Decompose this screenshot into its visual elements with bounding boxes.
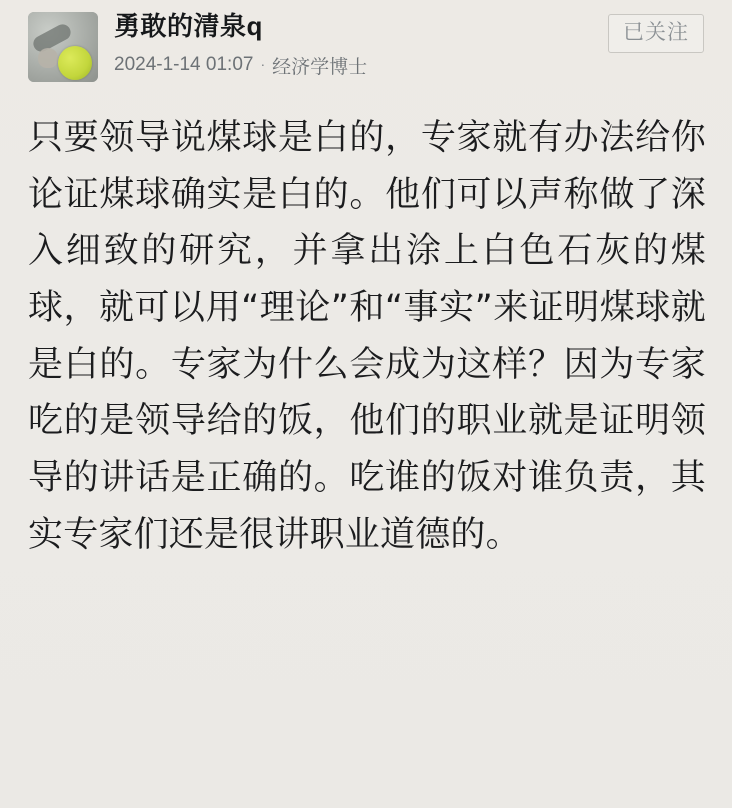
post-header: [28, 10, 706, 94]
post-timestamp: 2024-1-14 01:07: [114, 54, 254, 76]
post-content: 只要领导说煤球是白的，专家就有办法给你论证煤球确实是白的。他们可以声称做了深入细致的研究，并拿出涂上白色石灰的煤球，就可以用“理论”和“事实”来证明煤球就是白的。专家为什么会成为这样？因为专家吃的是领导给的饭，他们的职业就是证明领导的讲话是正确的。吃谁的饭对谁负责，其实专家们还是很讲职业道德的。: [28, 118, 706, 555]
post-meta: [114, 10, 367, 79]
post-subline: [114, 52, 367, 79]
author-name[interactable]: 勇敢的清泉q: [114, 11, 263, 41]
separator-dot: ·: [260, 56, 266, 73]
avatar-hand-shape: [38, 48, 58, 68]
avatar-ball-shape: [58, 46, 92, 80]
author-title: 经济学博士: [272, 56, 368, 78]
avatar[interactable]: [28, 12, 98, 82]
follow-button[interactable]: 已关注: [608, 14, 704, 53]
